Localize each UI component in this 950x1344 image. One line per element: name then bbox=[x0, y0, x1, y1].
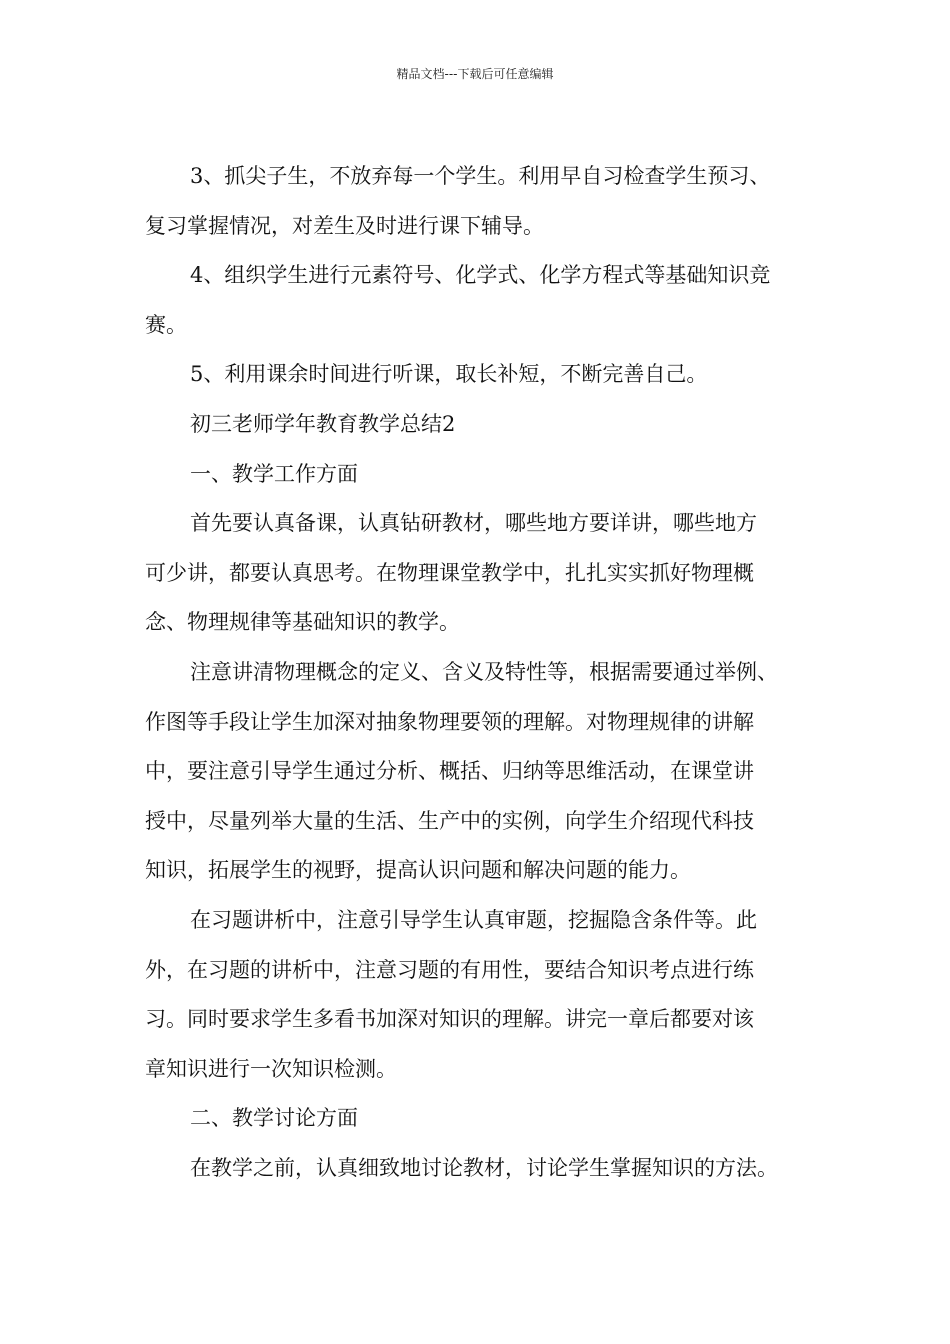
paragraph-line: 在习题讲析中，注意引导学生认真审题，挖掘隐含条件等。此 bbox=[190, 907, 757, 932]
paragraph-line: 章知识进行一次知识检测。 bbox=[145, 1056, 397, 1081]
paragraph-line: 授中，尽量列举大量的生活、生产中的实例，向学生介绍现代科技 bbox=[145, 808, 754, 833]
paragraph-line: 可少讲，都要认真思考。在物理课堂教学中，扎扎实实抓好物理概 bbox=[145, 560, 754, 585]
paragraph-line: 知识，拓展学生的视野，提高认识问题和解决问题的能力。 bbox=[145, 858, 691, 883]
section-title: 初三老师学年教育教学总结2 bbox=[190, 411, 456, 436]
paragraph-line: 5、利用课余时间进行听课，取长补短，不断完善自己。 bbox=[190, 362, 708, 387]
page-header: 精品文档---下载后可任意编辑 bbox=[396, 67, 554, 81]
paragraph-line: 习。同时要求学生多看书加深对知识的理解。讲完一章后都要对该 bbox=[145, 1007, 754, 1032]
section-heading: 一、教学工作方面 bbox=[190, 461, 358, 486]
section-heading: 二、教学讨论方面 bbox=[190, 1106, 358, 1131]
paragraph-line: 赛。 bbox=[145, 312, 187, 337]
paragraph-line: 作图等手段让学生加深对抽象物理要领的理解。对物理规律的讲解 bbox=[145, 709, 754, 734]
paragraph-line: 外，在习题的讲析中，注意习题的有用性，要结合知识考点进行练 bbox=[145, 957, 754, 982]
paragraph-line: 3、抓尖子生，不放弃每一个学生。利用早自习检查学生预习、 bbox=[190, 164, 771, 188]
paragraph-line: 中，要注意引导学生通过分析、概括、归纳等思维活动，在课堂讲 bbox=[145, 759, 754, 784]
paragraph-line: 复习掌握情况，对差生及时进行课下辅导。 bbox=[145, 213, 544, 238]
paragraph-line: 4、组织学生进行元素符号、化学式、化学方程式等基础知识竞 bbox=[190, 263, 771, 288]
paragraph-line: 念、物理规律等基础知识的教学。 bbox=[145, 610, 460, 635]
paragraph-line: 在教学之前，认真细致地讨论教材，讨论学生掌握知识的方法。 bbox=[190, 1155, 778, 1180]
document-body bbox=[145, 152, 825, 1193]
paragraph-line: 首先要认真备课，认真钻研教材，哪些地方要详讲，哪些地方 bbox=[190, 511, 757, 536]
paragraph-line: 注意讲清物理概念的定义、含义及特性等，根据需要通过举例、 bbox=[190, 659, 778, 684]
